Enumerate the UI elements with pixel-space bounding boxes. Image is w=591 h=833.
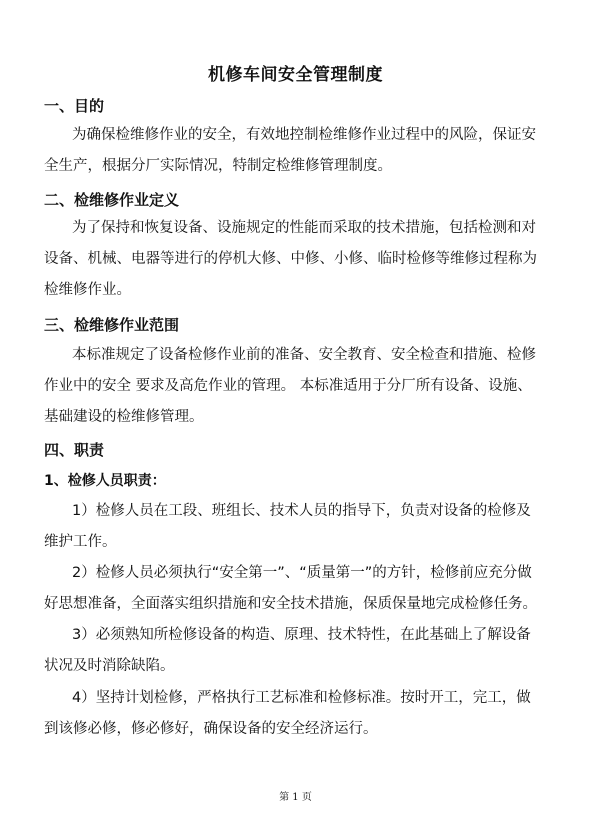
- duty-item: 4）坚持计划检修，严格执行工艺标准和检修标准。按时开工，完工，做到该修必修，修必修好，确保设备的安全经济运行。: [44, 690, 531, 737]
- subsection-heading-inspector-duties: 1、检修人员职责：: [44, 473, 166, 489]
- duty-item: 1）检修人员在工段、班组长、技术人员的指导下，负责对设备的检修及维护工作。: [44, 503, 531, 550]
- section-body-definition: 为了保持和恢复设备、设施规定的性能而采取的技术措施，包括检测和对设备、机械、电器等进行的停机大修、中修、小修、临时检修等维修过程称为检维修作业。: [44, 220, 537, 298]
- document-title: 机修车间安全管理制度: [208, 65, 383, 85]
- section-body-scope: 本标准规定了设备检修作业前的准备、安全教育、安全检查和措施、检修作业中的安全 要求及高危作业的管理。 本标准适用于分厂所有设备、设施、基础建设的检维修管理。: [44, 347, 536, 425]
- section-heading-purpose: 一、目的: [44, 97, 105, 115]
- section-heading-scope: 三、检维修作业范围: [44, 316, 180, 334]
- page-number: 第 1 页: [279, 792, 312, 803]
- duty-item: 2）检修人员必须执行“安全第一”、“质量第一”的方针，检修前应充分做好思想准备，全面落实组织措施和安全技术措施，保质保量地完成检修任务。: [44, 565, 537, 612]
- duty-item: 3）必须熟知所检修设备的构造、原理、技术特性，在此基础上了解设备状况及时消除缺陷。: [44, 627, 531, 674]
- section-heading-duties: 四、职责: [44, 441, 105, 459]
- section-body-purpose: 为确保检维修作业的安全，有效地控制检维修作业过程中的风险，保证安全生产，根据分厂实际情况，特制定检维修管理制度。: [44, 127, 536, 174]
- section-heading-definition: 二、检维修作业定义: [44, 191, 180, 209]
